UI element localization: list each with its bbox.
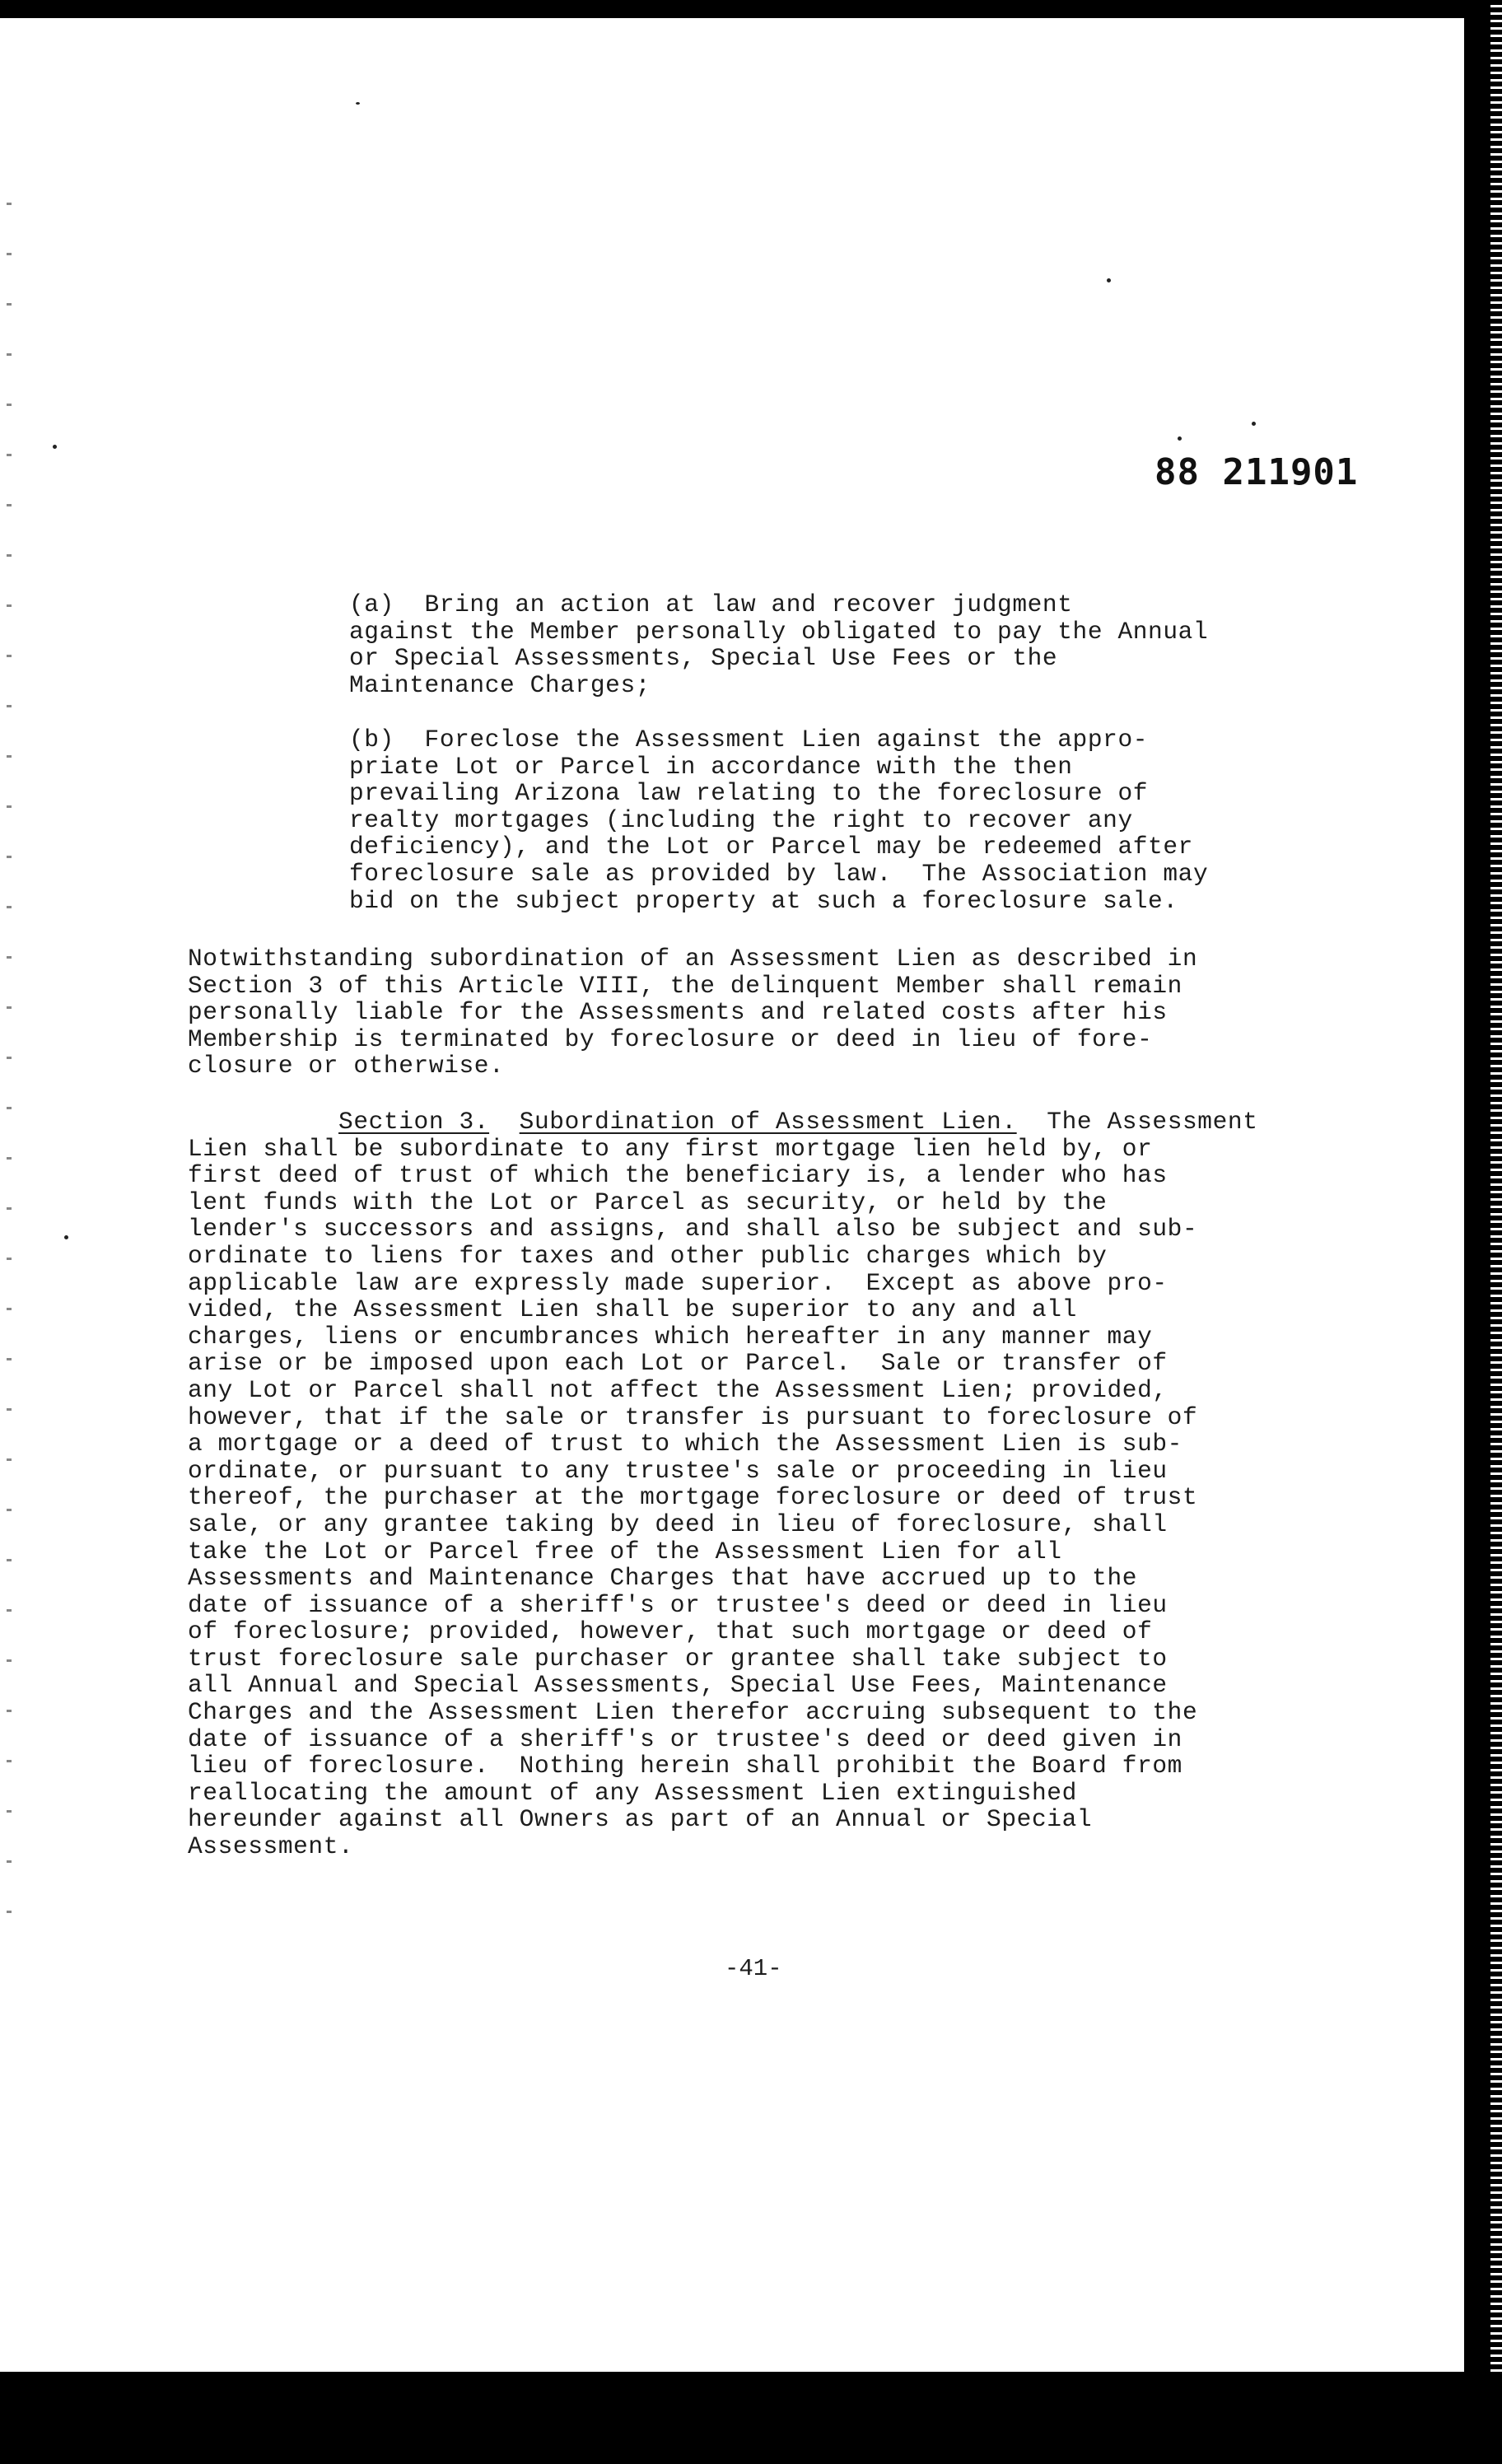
scan-border-top-line <box>0 16 1502 18</box>
page-number: -41- <box>725 1955 782 1982</box>
section-title: Subordination of Assessment Lien. <box>519 1108 1017 1136</box>
paragraph-a: (a) Bring an action at law and recover judgment against the Member personally obligated to pay the Annual or Special Assessments, Special Use Fees or the Maintenance Charges; <box>349 590 1209 699</box>
paragraph-b: (b) Foreclose the Assessment Lien against the appro- priate Lot or Parcel in accordance with the then prevailing Arizona law relating to the foreclosure of realty mortgages (including the right to recover any deficiency), and the Lot or Parcel may be redeemed after foreclosure sale as provided by law. The Association may bid on the subject property at such a foreclosure sale. <box>349 726 1209 915</box>
scan-speck <box>64 1235 68 1239</box>
section-3-block <box>188 1108 1258 1860</box>
scan-speck <box>53 445 57 449</box>
section-first-line-rest: The Assessment <box>1016 1108 1258 1136</box>
scan-border-bottom <box>0 2372 1502 2464</box>
document-recording-number: 88 211901 <box>1154 451 1359 493</box>
scan-border-right-edge <box>1490 0 1502 2464</box>
scan-border-top <box>0 0 1502 16</box>
scan-speck <box>1178 436 1182 441</box>
scan-left-margin-marks <box>7 181 12 1927</box>
scan-speck <box>1107 278 1111 282</box>
scan-speck <box>356 102 360 105</box>
paragraph-notwithstanding: Notwithstanding subordination of an Assessment Lien as described in Section 3 of this Article VIII, the delinquent Member shall remain personally liable for the Assessments and related costs after his Membership is terminated by foreclosure or deed in lieu of fore- closure or otherwise. <box>188 945 1198 1080</box>
section-number: Section 3. <box>338 1108 490 1136</box>
scan-speck <box>1252 422 1256 426</box>
section-3-body: Lien shall be subordinate to any first mortgage lien held by, or first deed of trust of which the beneficiary is, a lender who has lent funds with the Lot or Parcel as security, or held by the lender's successors and assigns, and shall also be subject and sub- ordinate to liens for taxes and other public charges which by applicable law are expressly made superior. Except as above pro- vided, the Assessment Lien shall be superior to any and all charges, liens or encumbrances which hereafter in any manner may arise or be imposed upon each Lot or Parcel. Sale or transfer of any Lot or Parcel shall not affect the Assessment Lien; provided, however, that if the sale or transfer is pursuant to foreclosure of a mortgage or a deed of trust to which the Assessment Lien is sub- ordinate, or pursuant to any trustee's sale or proceeding in lieu thereof, the purchaser at the mortgage foreclosure or deed of trust sale, or any grantee taking by deed in lieu of foreclosure, shall take the Lot or Parcel free of the Assessment Lien for all Assessments and Maintenance Charges that have accrued up to the date of issuance of a sheriff's or trustee's deed or deed in lieu of foreclosure; provided, however, that such mortgage or deed of trust foreclosure sale purchaser or grantee shall take subject to all Annual and Special Assessments, Special Use Fees, Maintenance Charges and the Assessment Lien therefor accruing subsequent to the date of issuance of a sheriff's or trustee's deed or deed given in lieu of foreclosure. Nothing herein shall prohibit the Board from reallocating the amount of any Assessment Lien extinguished hereunder against all Owners as part of an Annual or Special Assessment. <box>188 1134 1198 1861</box>
